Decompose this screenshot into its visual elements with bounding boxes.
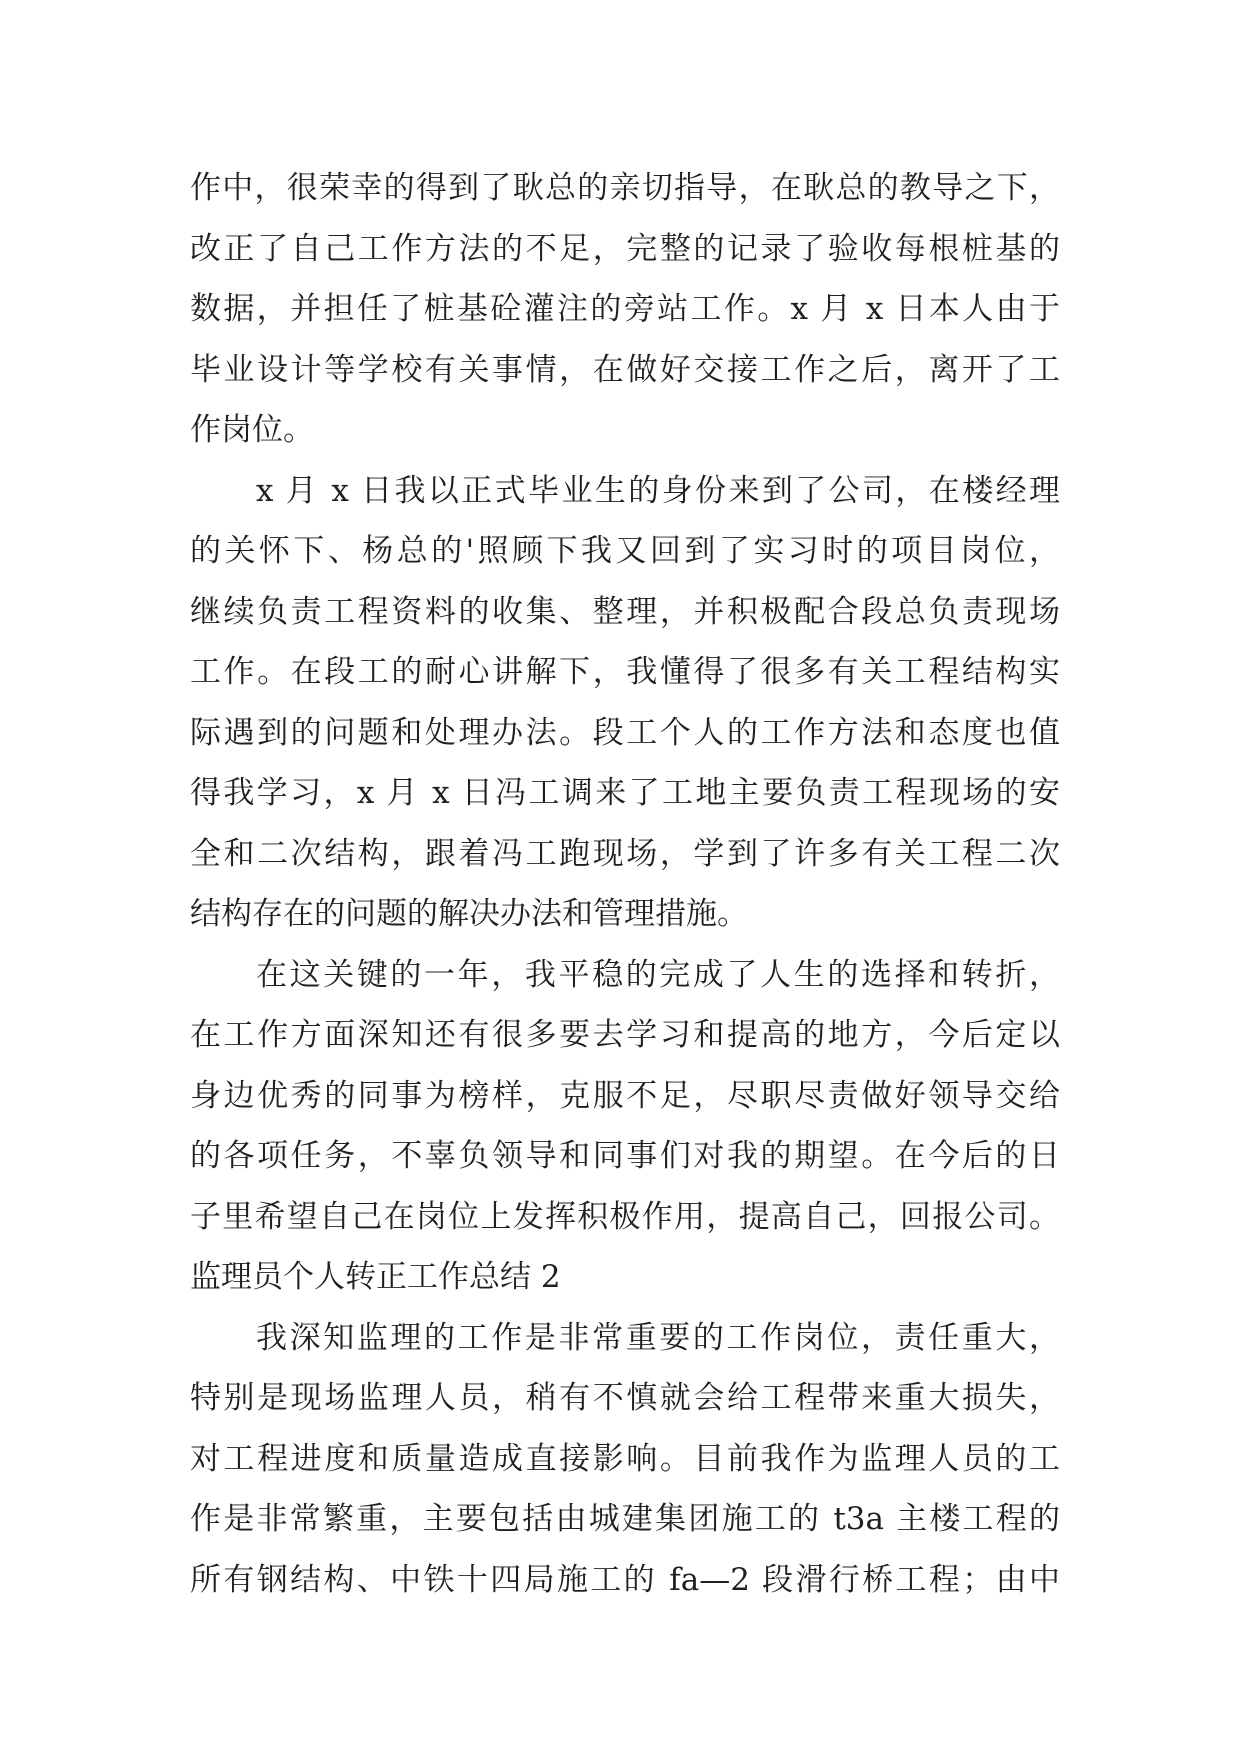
text-line: 工作。在段工的耐心讲解下，我懂得了很多有关工程结构实 (190, 654, 1060, 690)
text-line: 所有钢结构、中铁十四局施工的 fa—2 段滑行桥工程；由中 (190, 1561, 1060, 1598)
text-line: 子里希望自己在岗位上发挥积极作用，提高自己，回报公司。 (190, 1198, 1060, 1235)
text-line: 的关怀下、杨总的'照顾下我又回到了实习时的项目岗位， (190, 533, 1060, 569)
text-line: 际遇到的问题和处理办法。段工个人的工作方法和态度也值 (190, 714, 1060, 751)
text-line: 改正了自己工作方法的不足，完整的记录了验收每根桩基的 (190, 230, 1060, 267)
text-line: 数据，并担任了桩基砼灌注的旁站工作。x 月 x 日本人由于 (190, 291, 1060, 327)
text-line: 在工作方面深知还有很多要去学习和提高的地方，今后定以 (190, 1017, 1060, 1053)
text-line: 特别是现场监理人员，稍有不慎就会给工程带来重大损失， (190, 1380, 1060, 1416)
text-line: 作中，很荣幸的得到了耿总的亲切指导，在耿总的教导之下， (190, 170, 1060, 206)
text-line: 对工程进度和质量造成直接影响。目前我作为监理人员的工 (190, 1440, 1060, 1477)
text-line: 作岗位。 (190, 412, 314, 448)
text-line: 在这关键的一年，我平稳的完成了人生的选择和转折， (256, 956, 1060, 993)
text-line: 毕业设计等学校有关事情，在做好交接工作之后，离开了工 (190, 351, 1060, 388)
text-line: 继续负责工程资料的收集、整理，并积极配合段总负责现场 (190, 593, 1060, 630)
section-heading: 监理员个人转正工作总结 2 (190, 1259, 561, 1295)
text-line: 作是非常繁重，主要包括由城建集团施工的 t3a 主楼工程的 (190, 1501, 1060, 1537)
text-line: 结构存在的问题的解决办法和管理措施。 (190, 896, 748, 932)
text-line: 我深知监理的工作是非常重要的工作岗位，责任重大， (256, 1319, 1060, 1356)
text-line: 身边优秀的同事为榜样，克服不足，尽职尽责做好领导交给 (190, 1077, 1060, 1114)
text-line: 全和二次结构，跟着冯工跑现场，学到了许多有关工程二次 (190, 835, 1060, 872)
text-line: x 月 x 日我以正式毕业生的身份来到了公司，在楼经理 (256, 472, 1060, 509)
text-line: 得我学习，x 月 x 日冯工调来了工地主要负责工程现场的安 (190, 775, 1060, 811)
text-line: 的各项任务，不辜负领导和同事们对我的期望。在今后的日 (190, 1138, 1060, 1174)
document-body (190, 158, 1060, 1610)
